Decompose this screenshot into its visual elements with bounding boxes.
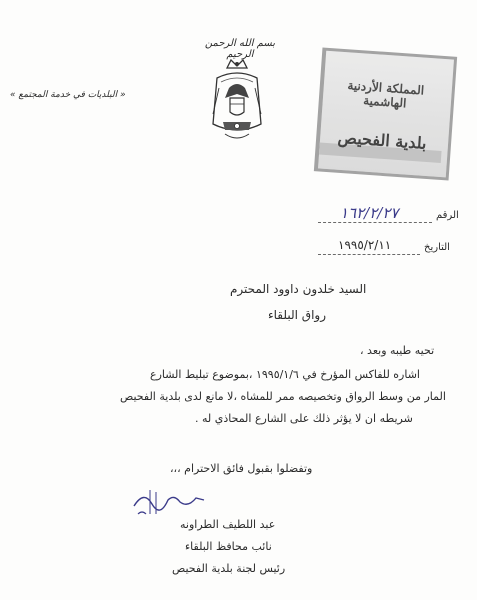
paragraph-line-2: المار من وسط الرواق وتخصيصه ممر للمشاه ،لا مانع لدى بلدية الفحيص: [120, 390, 446, 403]
date-line: [318, 254, 420, 255]
signatory-title-1: نائب محافظ البلقاء: [185, 540, 272, 553]
signatory-title-2: رئيس لجنة بلدية الفحيص: [172, 562, 286, 575]
reference-number-value: ١٦٢/٢/٢٧: [340, 204, 399, 222]
handwritten-signature: [130, 480, 210, 520]
municipality-stamp: [314, 47, 457, 180]
recipient-place: رواق البلقاء: [268, 308, 327, 322]
stamp-kingdom-text: المملكة الأردنية الهاشمية: [347, 78, 425, 111]
paragraph-line-3: شريطه ان لا يؤثر ذلك على الشارع المحاذي له .: [195, 412, 413, 425]
date-label: التاريخ: [424, 242, 450, 253]
stamp-municipality-text: بلدية الفحيص: [337, 127, 428, 153]
reference-number-line: [318, 222, 432, 223]
closing-line: وتفضلوا بقبول فائق الاحترام ،،،: [170, 462, 313, 475]
signatory-name: عبد اللطيف الطراونه: [180, 518, 276, 531]
greeting: تحيه طيبه وبعد ،: [360, 344, 435, 357]
recipient-name: السيد خلدون داوود المحترم: [230, 282, 367, 296]
jordan-coat-of-arms-icon: [205, 58, 269, 148]
date-value: ١٩٩٥/٢/١١: [338, 238, 392, 252]
paragraph-line-1: اشاره للفاكس المؤرخ في ١٩٩٥/١/٦ ،بموضوع تبليط الشارع: [150, 368, 420, 381]
motto: « البلديات في خدمة المجتمع »: [10, 90, 126, 100]
reference-number-label: الرقم: [436, 210, 459, 221]
basmala: بسم الله الرحمن الرحيم: [204, 38, 276, 60]
